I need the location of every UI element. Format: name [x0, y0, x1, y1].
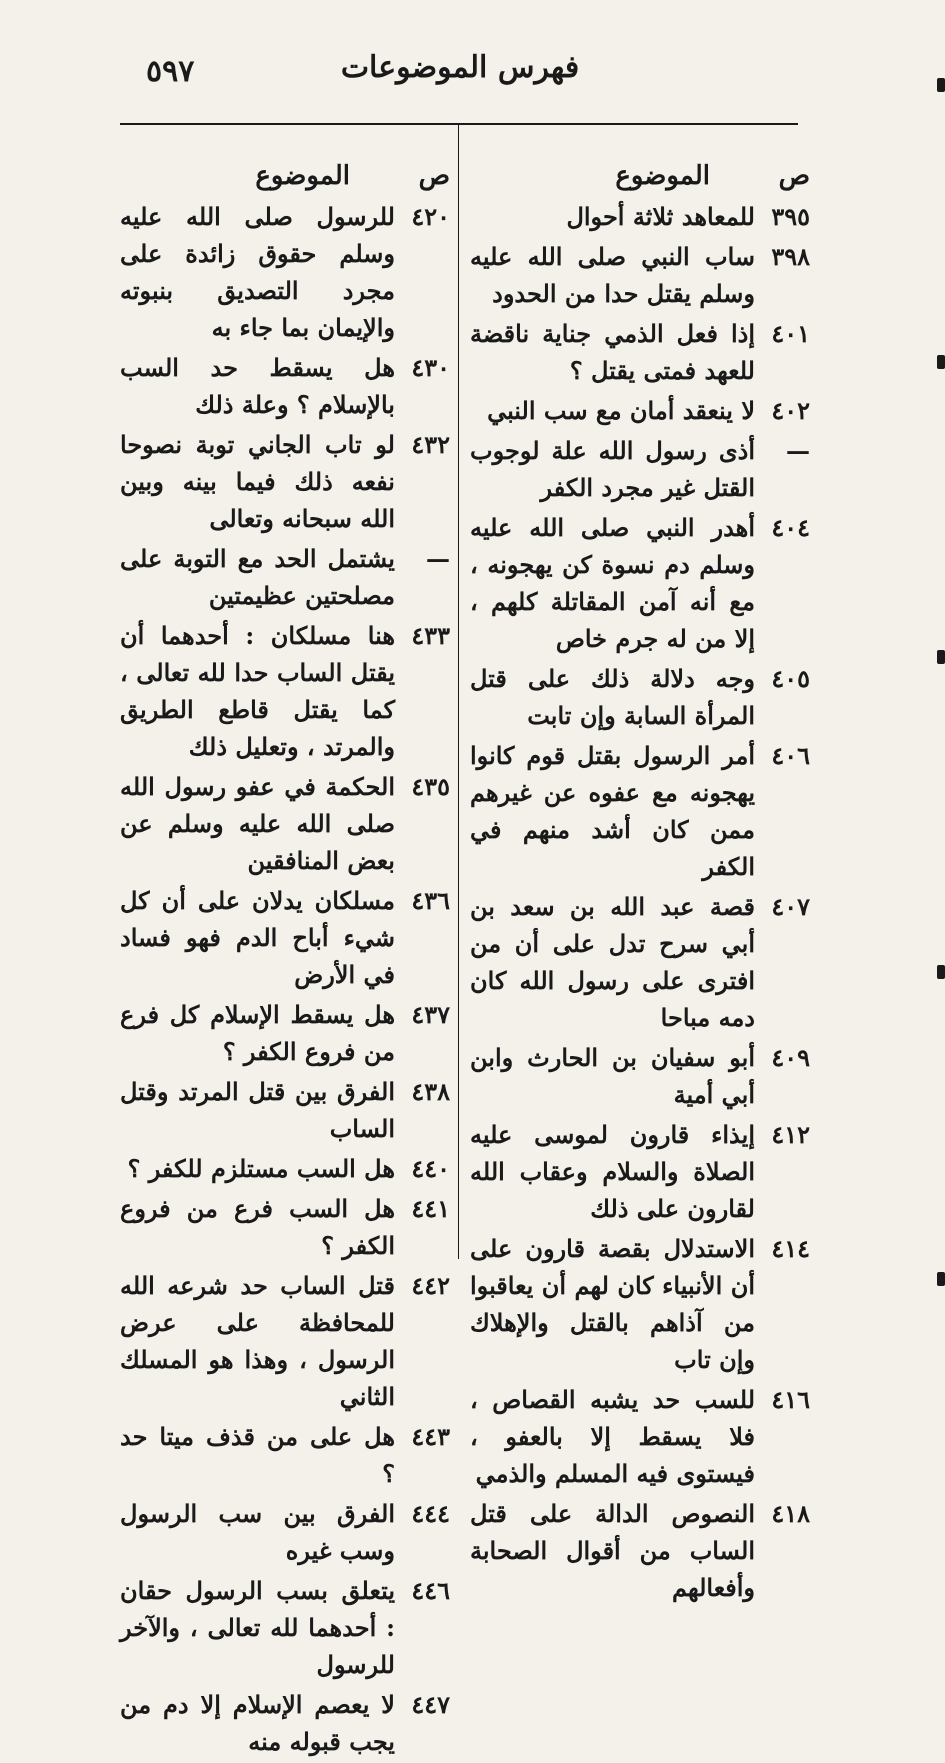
- topic-column-label: الموضوع: [615, 161, 710, 191]
- entry-page-number: ٤٤٤: [411, 1499, 450, 1528]
- entry-topic: هل يسقط حد السب بالإسلام ؟ وعلة ذلك: [120, 353, 395, 419]
- index-entry: [470, 392, 810, 429]
- entry-topic: أمر الرسول بقتل قوم كانوا يهجونه مع عفوه عن غيرهم ممن كان أشد منهم في الكفر: [470, 741, 755, 881]
- page-header: [120, 40, 800, 90]
- entry-topic: لو تاب الجاني توبة نصوحا نفعه ذلك فيما بينه وبين الله سبحانه وتعالى: [120, 430, 395, 533]
- index-entry: [120, 426, 450, 537]
- entry-topic: إيذاء قارون لموسى عليه الصلاة والسلام وعقاب الله لقارون على ذلك: [470, 1120, 755, 1223]
- entry-page-number: ٤٠٤: [771, 513, 810, 542]
- entry-topic: النصوص الدالة على قتل الساب من أقوال الصحابة وأفعالهم: [470, 1499, 755, 1602]
- entry-page-number: ٤٠١: [771, 319, 810, 348]
- index-entry: [470, 509, 810, 657]
- header-rule: [120, 123, 798, 125]
- index-entry: [120, 1073, 450, 1147]
- entry-topic: أهدر النبي صلى الله عليه وسلم دم نسوة كن يهجونه ، مع أنه آمن المقاتلة كلهم ، إلا من له جرم خاص: [470, 513, 755, 653]
- entry-topic: لا ينعقد أمان مع سب النبي: [487, 396, 755, 425]
- entry-topic: هل على من قذف ميتا حد ؟: [120, 1422, 395, 1488]
- index-entry: [120, 540, 450, 614]
- index-column-left: [120, 158, 450, 1763]
- index-entry: [120, 1418, 450, 1492]
- binding-mark: [937, 1272, 945, 1286]
- entry-page-number: ٤٤١: [411, 1194, 450, 1223]
- binding-mark: [937, 355, 945, 369]
- index-entry: [470, 1381, 810, 1492]
- index-entry: [120, 1267, 450, 1415]
- entry-page-number: ٣٩٨: [771, 242, 810, 271]
- entry-topic: قتل الساب حد شرعه الله للمحافظة على عرض الرسول ، وهذا هو المسلك الثاني: [120, 1271, 395, 1411]
- entry-topic: قصة عبد الله بن سعد بن أبي سرح تدل على أن من افترى على رسول الله كان دمه مباحا: [470, 892, 755, 1032]
- index-entry: [470, 737, 810, 885]
- index-entry: [120, 1572, 450, 1683]
- entry-topic: أذى رسول الله علة لوجوب القتل غير مجرد الكفر: [470, 436, 755, 502]
- entry-page-number: —: [786, 436, 810, 465]
- entry-page-number: ٣٩٥: [771, 202, 810, 231]
- column-header: [120, 158, 450, 198]
- entry-topic: هل يسقط الإسلام كل فرع من فروع الكفر ؟: [120, 1000, 395, 1066]
- page-column-label: ص: [418, 161, 450, 191]
- binding-mark: [937, 78, 945, 92]
- index-entry: [470, 660, 810, 734]
- entry-topic: للرسول صلى الله عليه وسلم حقوق زائدة على مجرد التصديق بنبوته والإيمان بما جاء به: [120, 202, 395, 342]
- entry-topic: أبو سفيان بن الحارث وابن أبي أمية: [470, 1043, 755, 1109]
- index-entry: [120, 1495, 450, 1569]
- entry-topic: الفرق بين سب الرسول وسب غيره: [120, 1499, 395, 1565]
- entry-topic: يتعلق بسب الرسول حقان : أحدهما لله تعالى ، والآخر للرسول: [120, 1576, 395, 1679]
- index-entry: [120, 768, 450, 879]
- running-title: فهرس الموضوعات: [340, 50, 580, 85]
- entry-page-number: ٤١٤: [771, 1234, 810, 1263]
- entry-topic: للمعاهد ثلاثة أحوال: [566, 202, 755, 231]
- index-entry: [120, 1190, 450, 1264]
- entry-page-number: ٤٤٦: [411, 1576, 450, 1605]
- entry-topic: ساب النبي صلى الله عليه وسلم يقتل حدا من الحدود: [470, 242, 755, 308]
- binding-mark: [937, 650, 945, 664]
- entry-topic: لا يعصم الإسلام إلا دم من يجب قبوله منه: [120, 1690, 395, 1756]
- index-entry: [470, 1116, 810, 1227]
- entry-page-number: ٤٠٦: [771, 741, 810, 770]
- entry-page-number: ٤١٦: [771, 1385, 810, 1414]
- index-entry: [120, 617, 450, 765]
- index-entry: [470, 888, 810, 1036]
- entry-page-number: ٤٣٥: [411, 772, 450, 801]
- index-entry: [120, 882, 450, 993]
- entry-list: [120, 198, 450, 1760]
- entry-topic: هنا مسلكان : أحدهما أن يقتل الساب حدا لله تعالى ، كما يقتل قاطع الطريق والمرتد ، وتعليل ذلك: [120, 621, 395, 761]
- index-entry: [120, 1150, 450, 1187]
- entry-page-number: ٤٠٥: [771, 664, 810, 693]
- entry-topic: الفرق بين قتل المرتد وقتل الساب: [120, 1077, 395, 1143]
- entry-topic: هل السب مستلزم للكفر ؟: [127, 1154, 395, 1183]
- entry-page-number: ٤١٢: [771, 1120, 810, 1149]
- entry-page-number: ٤٠٩: [771, 1043, 810, 1072]
- index-entry: [120, 996, 450, 1070]
- page-number: ٥٩٧: [146, 54, 195, 89]
- index-entry: [470, 315, 810, 389]
- entry-topic: هل السب فرع من فروع الكفر ؟: [120, 1194, 395, 1260]
- entry-page-number: ٤٠٢: [771, 396, 810, 425]
- entry-page-number: ٤٣٢: [411, 430, 450, 459]
- entry-page-number: ٤٤٧: [411, 1690, 450, 1719]
- entry-page-number: ٤٣٣: [411, 621, 450, 650]
- entry-page-number: ٤٠٧: [771, 892, 810, 921]
- index-entry: [470, 238, 810, 312]
- entry-topic: إذا فعل الذمي جناية ناقضة للعهد فمتى يقتل ؟: [470, 319, 755, 385]
- index-entry: [120, 1686, 450, 1760]
- topic-column-label: الموضوع: [255, 161, 350, 191]
- entry-page-number: ٤٣٦: [411, 886, 450, 915]
- entry-topic: للسب حد يشبه القصاص ، فلا يسقط إلا بالعفو ، فيستوى فيه المسلم والذمي: [470, 1385, 755, 1488]
- index-entry: [120, 198, 450, 346]
- index-entry: [470, 1039, 810, 1113]
- entry-list: [470, 198, 810, 1606]
- index-column-right: [470, 158, 810, 1609]
- entry-topic: وجه دلالة ذلك على قتل المرأة السابة وإن تابت: [470, 664, 755, 730]
- entry-page-number: ٤٣٨: [411, 1077, 450, 1106]
- entry-topic: الاستدلال بقصة قارون على أن الأنبياء كان لهم أن يعاقبوا من آذاهم بالقتل والإهلاك وإن تاب: [470, 1234, 755, 1374]
- entry-page-number: —: [426, 544, 450, 573]
- entry-page-number: ٤٢٠: [411, 202, 450, 231]
- entry-page-number: ٤٤٢: [411, 1271, 450, 1300]
- entry-topic: مسلكان يدلان على أن كل شيء أباح الدم فهو فساد في الأرض: [120, 886, 395, 989]
- entry-page-number: ٤١٨: [771, 1499, 810, 1528]
- page-column-label: ص: [778, 161, 810, 191]
- index-entry: [120, 349, 450, 423]
- index-entry: [470, 1495, 810, 1606]
- entry-page-number: ٤٤٠: [411, 1154, 450, 1183]
- index-entry: [470, 198, 810, 235]
- index-entry: [470, 432, 810, 506]
- entry-page-number: ٤٤٣: [411, 1422, 450, 1451]
- column-header: [470, 158, 810, 198]
- column-divider: [458, 124, 459, 1259]
- entry-topic: يشتمل الحد مع التوبة على مصلحتين عظيمتين: [120, 544, 395, 610]
- binding-mark: [937, 965, 945, 979]
- entry-page-number: ٤٣٠: [411, 353, 450, 382]
- entry-topic: الحكمة في عفو رسول الله صلى الله عليه وسلم عن بعض المنافقين: [120, 772, 395, 875]
- index-entry: [470, 1230, 810, 1378]
- entry-page-number: ٤٣٧: [411, 1000, 450, 1029]
